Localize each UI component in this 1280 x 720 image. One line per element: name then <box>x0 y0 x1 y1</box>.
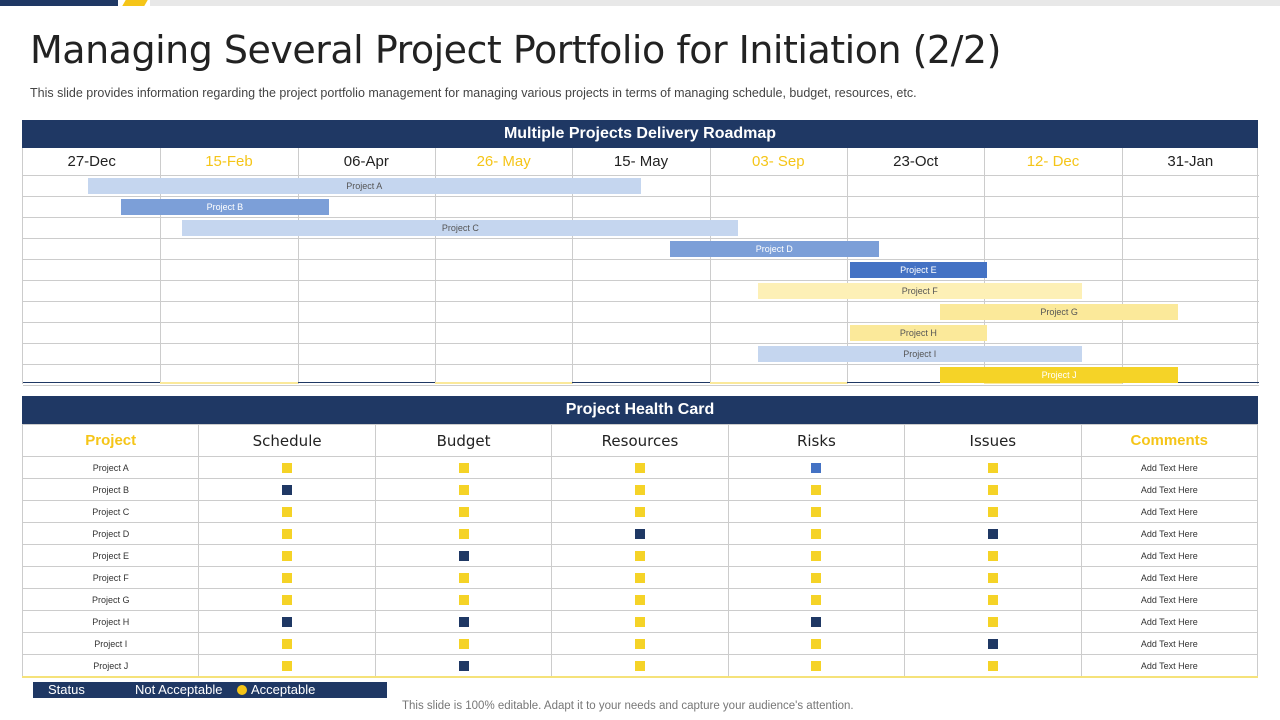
table-row <box>23 523 1258 545</box>
status-cell <box>552 523 728 545</box>
status-cell <box>905 501 1081 523</box>
status-cell <box>905 545 1081 567</box>
roadmap-column-underline <box>572 382 709 383</box>
status-square-icon <box>988 573 998 583</box>
status-square-icon <box>459 617 469 627</box>
status-square-icon <box>459 595 469 605</box>
health-card-table <box>22 424 1258 678</box>
status-square-icon <box>282 507 292 517</box>
project-timeline-bar: Project I <box>758 346 1082 362</box>
slide-subtitle: This slide provides information regarding the project portfolio management for managing various projects in terms of managing schedule, budget, resources, etc. <box>30 86 917 100</box>
status-square-icon <box>459 639 469 649</box>
status-cell <box>728 523 904 545</box>
project-name-cell: Project G <box>23 589 199 611</box>
status-cell <box>199 655 375 678</box>
status-cell <box>728 501 904 523</box>
status-square-icon <box>459 661 469 671</box>
status-cell <box>905 655 1081 678</box>
status-square-icon <box>635 573 645 583</box>
top-accent-strip <box>0 0 1280 6</box>
status-cell <box>199 589 375 611</box>
roadmap-row-divider <box>23 343 1259 344</box>
status-cell <box>552 501 728 523</box>
status-square-icon <box>988 595 998 605</box>
health-column-header: Resources <box>552 425 728 457</box>
not-acceptable-label: Not Acceptable <box>135 682 223 697</box>
status-square-icon <box>811 551 821 561</box>
status-cell <box>552 655 728 678</box>
project-name-cell: Project E <box>23 545 199 567</box>
status-cell <box>199 545 375 567</box>
comment-cell[interactable]: Add Text Here <box>1081 655 1257 678</box>
project-timeline-bar: Project A <box>88 178 641 194</box>
roadmap-row-divider <box>23 175 1259 176</box>
status-cell <box>728 611 904 633</box>
status-cell <box>905 457 1081 479</box>
status-square-icon <box>282 529 292 539</box>
table-row <box>23 589 1258 611</box>
roadmap-date-label: 23-Oct <box>893 153 939 170</box>
roadmap-date-label: 06-Apr <box>343 153 389 170</box>
roadmap-column-underline <box>710 382 847 384</box>
roadmap-date-label: 15- May <box>613 153 669 170</box>
footer-note: This slide is 100% editable. Adapt it to your needs and capture your audience's attention. <box>402 700 854 712</box>
status-square-icon <box>459 573 469 583</box>
roadmap-date-label: 15-Feb <box>205 153 253 170</box>
roadmap-date-label: 26- May <box>476 153 531 170</box>
status-cell <box>199 633 375 655</box>
roadmap-row-divider <box>23 196 1259 197</box>
comment-cell[interactable]: Add Text Here <box>1081 545 1257 567</box>
status-cell <box>905 523 1081 545</box>
status-square-icon <box>635 617 645 627</box>
roadmap-column-underline <box>23 382 160 383</box>
comment-cell[interactable]: Add Text Here <box>1081 611 1257 633</box>
table-row <box>23 457 1258 479</box>
status-cell <box>552 611 728 633</box>
project-name-cell: Project I <box>23 633 199 655</box>
project-name-cell: Project B <box>23 479 199 501</box>
roadmap-date-label: 27-Dec <box>67 153 116 170</box>
status-cell <box>728 589 904 611</box>
status-square-icon <box>635 639 645 649</box>
status-square-icon <box>811 639 821 649</box>
status-cell <box>728 655 904 678</box>
table-row <box>23 567 1258 589</box>
status-square-icon <box>635 551 645 561</box>
status-square-icon <box>459 529 469 539</box>
status-square-icon <box>635 661 645 671</box>
status-cell <box>375 545 551 567</box>
roadmap-row-divider <box>23 322 1259 323</box>
roadmap-heading: Multiple Projects Delivery Roadmap <box>22 120 1258 148</box>
health-column-header: Comments <box>1081 425 1257 457</box>
status-square-icon <box>635 507 645 517</box>
table-row <box>23 611 1258 633</box>
status-square-icon <box>988 617 998 627</box>
health-card-heading: Project Health Card <box>22 396 1258 424</box>
comment-cell[interactable]: Add Text Here <box>1081 479 1257 501</box>
status-square-icon <box>811 595 821 605</box>
status-cell <box>905 479 1081 501</box>
status-cell <box>375 457 551 479</box>
delivery-roadmap <box>22 120 1258 384</box>
health-column-header: Project <box>23 425 199 457</box>
status-square-icon <box>282 551 292 561</box>
status-square-icon <box>635 463 645 473</box>
status-cell <box>199 457 375 479</box>
status-cell <box>728 479 904 501</box>
status-square-icon <box>811 573 821 583</box>
status-cell <box>375 501 551 523</box>
status-cell <box>375 633 551 655</box>
health-column-header: Budget <box>375 425 551 457</box>
table-row <box>23 545 1258 567</box>
status-cell <box>905 611 1081 633</box>
status-cell <box>375 479 551 501</box>
status-cell <box>905 567 1081 589</box>
project-timeline-bar: Project E <box>850 262 987 278</box>
project-name-cell: Project C <box>23 501 199 523</box>
status-cell <box>199 523 375 545</box>
roadmap-row-divider <box>23 364 1259 365</box>
status-square-icon <box>459 507 469 517</box>
roadmap-column-underline <box>298 382 435 383</box>
status-cell <box>375 655 551 678</box>
project-timeline-bar: Project H <box>850 325 987 341</box>
status-cell <box>552 457 728 479</box>
status-square-icon <box>811 661 821 671</box>
roadmap-row-divider <box>23 259 1259 260</box>
status-square-icon <box>282 595 292 605</box>
status-square-icon <box>282 617 292 627</box>
status-cell <box>199 501 375 523</box>
project-name-cell: Project F <box>23 567 199 589</box>
status-square-icon <box>282 485 292 495</box>
roadmap-date-label: 31-Jan <box>1167 153 1214 170</box>
acceptable-label: Acceptable <box>251 682 316 697</box>
roadmap-column <box>1122 148 1259 384</box>
roadmap-row-divider <box>23 217 1259 218</box>
status-cell <box>375 523 551 545</box>
roadmap-column-underline <box>435 382 572 384</box>
comment-cell[interactable]: Add Text Here <box>1081 633 1257 655</box>
status-cell <box>905 633 1081 655</box>
status-square-icon <box>988 661 998 671</box>
health-column-header: Risks <box>728 425 904 457</box>
status-square-icon <box>811 485 821 495</box>
table-row <box>23 479 1258 501</box>
status-cell <box>552 589 728 611</box>
project-timeline-bar: Project J <box>940 367 1178 383</box>
comment-cell[interactable]: Add Text Here <box>1081 589 1257 611</box>
status-square-icon <box>282 463 292 473</box>
comment-cell[interactable]: Add Text Here <box>1081 457 1257 479</box>
status-cell <box>728 567 904 589</box>
status-square-icon <box>282 573 292 583</box>
status-square-icon <box>459 551 469 561</box>
comment-cell[interactable]: Add Text Here <box>1081 501 1257 523</box>
status-square-icon <box>635 485 645 495</box>
status-cell <box>375 567 551 589</box>
project-name-cell: Project J <box>23 655 199 678</box>
status-square-icon <box>282 661 292 671</box>
health-column-header: Schedule <box>199 425 375 457</box>
project-name-cell: Project D <box>23 523 199 545</box>
status-cell <box>905 589 1081 611</box>
status-square-icon <box>635 595 645 605</box>
table-row <box>23 655 1258 678</box>
status-cell <box>728 633 904 655</box>
status-square-icon <box>459 463 469 473</box>
status-square-icon <box>811 463 821 473</box>
project-timeline-bar: Project F <box>758 283 1082 299</box>
project-timeline-bar: Project B <box>121 199 330 215</box>
status-square-icon <box>988 551 998 561</box>
table-row <box>23 633 1258 655</box>
slide-title: Managing Several Project Portfolio for Initiation (2/2) <box>30 28 1001 72</box>
roadmap-date-label: 12- Dec <box>1026 153 1080 170</box>
status-cell <box>375 589 551 611</box>
status-cell <box>199 479 375 501</box>
status-square-icon <box>988 529 998 539</box>
status-cell <box>552 633 728 655</box>
status-cell <box>199 611 375 633</box>
status-cell <box>728 545 904 567</box>
status-square-icon <box>282 639 292 649</box>
roadmap-date-label: 03- Sep <box>752 153 805 170</box>
roadmap-row-divider <box>23 301 1259 302</box>
status-cell <box>552 479 728 501</box>
roadmap-grid <box>22 148 1258 384</box>
status-square-icon <box>811 617 821 627</box>
not-acceptable-dot-icon <box>121 685 131 695</box>
roadmap-row-divider <box>23 238 1259 239</box>
project-timeline-bar: Project G <box>940 304 1178 320</box>
status-square-icon <box>988 639 998 649</box>
status-square-icon <box>988 507 998 517</box>
status-label: Status <box>48 682 85 697</box>
status-cell <box>199 567 375 589</box>
status-cell <box>552 545 728 567</box>
project-name-cell: Project H <box>23 611 199 633</box>
status-legend <box>33 682 387 698</box>
status-square-icon <box>459 485 469 495</box>
status-square-icon <box>811 529 821 539</box>
roadmap-row-divider <box>23 385 1259 386</box>
status-cell <box>375 611 551 633</box>
acceptable-dot-icon <box>237 685 247 695</box>
status-square-icon <box>988 463 998 473</box>
comment-cell[interactable]: Add Text Here <box>1081 567 1257 589</box>
status-square-icon <box>811 507 821 517</box>
health-column-header: Issues <box>905 425 1081 457</box>
project-name-cell: Project A <box>23 457 199 479</box>
table-row <box>23 501 1258 523</box>
roadmap-column-underline <box>160 382 297 384</box>
status-cell <box>728 457 904 479</box>
project-timeline-bar: Project C <box>182 220 738 236</box>
roadmap-row-divider <box>23 280 1259 281</box>
status-square-icon <box>988 485 998 495</box>
project-timeline-bar: Project D <box>670 241 879 257</box>
project-health-card <box>22 396 1258 676</box>
comment-cell[interactable]: Add Text Here <box>1081 523 1257 545</box>
status-square-icon <box>635 529 645 539</box>
status-cell <box>552 567 728 589</box>
